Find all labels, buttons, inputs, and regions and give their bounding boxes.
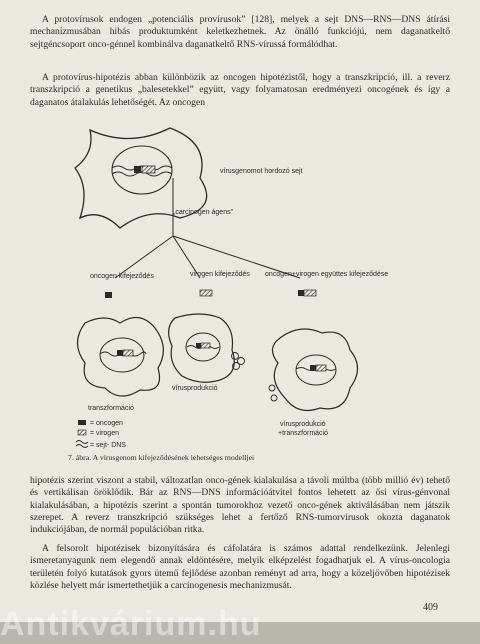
legend-virogen: = virogen <box>90 430 119 437</box>
paragraph-protovirus-definition: A protovírusok endogen „potenciális provírusok” [128], melyek a sejt DNS—RNS—DNS átírási mechanizmusában hibás produktumként keletkezhetnek. Az önálló funkciójú, nem daganatkeltő sejtgéncsoport onco-génnel kombinálva daganatkeltő RNS-vírussá formálódhat. <box>30 14 450 50</box>
paragraph-protovirus-hypothesis: A protovírus-hipotézis abban különbözik az oncogen hipotézistől, hogy a transzkripció, ill. a reverz transzkripció a genetikus „balesetekkel” együtt, vagy folyamatosan eredményezi oncogének és így a daganatos átalakulás lehetőségét. Az oncogen <box>30 72 450 108</box>
figure-legend <box>76 420 126 449</box>
result-transformation: transzformáció <box>88 405 134 412</box>
virus-genome-expression-figure <box>60 118 420 468</box>
oncogen-block <box>134 166 141 173</box>
page-number: 409 <box>423 602 438 613</box>
carcinogen-agent-label: „carcinogen ágens” <box>173 209 233 216</box>
virogen-block <box>142 166 155 173</box>
paragraph-oncogen-hypothesis: hipotézis szerint viszont a stabil, változatlan onco-gének kialakulása a távoli múltba (több millió év) tehető és vertikálisan öröklődik. Bár az RNS—DNS információátvitel fontos lehetett az ősi vírus-génvonal kialakulásában, a hipotézis szerint a spontán tumorokhoz vezető onco-gének aktiválásában nem játszik szerepet. A reverz transzkripció szükséges lehet a fertőző RNS-tumorvírusok okozta daganatok indukciójában, de normál populációban ritka. <box>30 475 450 536</box>
branch-oncogen-title: oncogen kifejeződés <box>90 273 154 280</box>
legend-oncogen: = oncogen <box>90 420 123 427</box>
transformed-cell <box>78 318 164 396</box>
legend-cell-dna: = sejt- DNS <box>90 442 126 449</box>
virus-producing-cell <box>169 314 245 382</box>
watermark: Antikvárium.hu <box>0 605 262 643</box>
figure-caption: 7. ábra. A vírusgenom kifejeződésének lehetséges modelljei <box>68 453 255 462</box>
branch-virogen-title: virogen kifejeződés <box>190 271 250 278</box>
transformed-virus-producing-cell <box>269 329 358 410</box>
paragraph-conclusion: A felsorolt hipotézisek bizonyítására és cáfolatára is számos adattal rendelkezünk. Jelenlegi ismeretanyagunk nem elegendő annak eldöntésére, melyik elképzelést fogadhatjuk el. A vírus-oncologia területén folyó kutatások gyors ütemű fejlődése azonban reményt ad arra, hogy a közeljövőben hipotézisek közlése helyett már ismertethetjük a carcinogenesis mechanizmusát. <box>30 543 450 591</box>
result-virus-production: vírusprodukció <box>172 385 218 392</box>
host-cell-label: vírusgenomot hordozó sejt <box>220 168 303 175</box>
branch-combined-title: oncogen+virogen együttes kifejeződése <box>265 271 389 278</box>
result-combined-line-1: vírusprodukció <box>280 421 326 428</box>
result-combined: +transzformáció <box>278 430 328 437</box>
